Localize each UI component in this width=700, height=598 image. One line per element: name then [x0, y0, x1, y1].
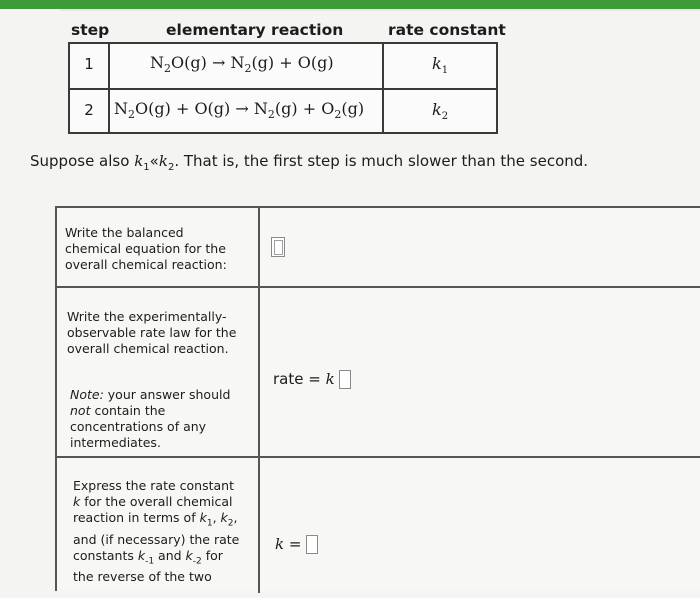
equation-answer-input[interactable]: [271, 237, 285, 261]
question-3-prompt: Express the rate constant k for the overall chemical reaction in terms of $k_1$, $k_2$, and (if necessary) the rate constants $k_{-1}$ and $k_{-2}$ for the reverse of the two: [73, 478, 240, 584]
assumption-text: Suppose also $k_1«k_2$. That is, the first step is much slower than the second.: [30, 152, 589, 173]
question-table: [55, 206, 700, 591]
question-2-note: Note: your answer should not contain the concentrations of any intermediates.: [70, 387, 231, 450]
reaction-row-2: [70, 90, 496, 134]
reaction-equation-2: $N_2O(g) + O(g) \to N_2(g) + O_2(g)$: [114, 99, 365, 122]
rate-constant-k1: $k_1$: [432, 54, 449, 77]
reaction-row-1: [70, 44, 496, 90]
reaction-table: [68, 42, 498, 134]
top-divider: [60, 9, 700, 11]
rate-constant-answer-input[interactable]: [306, 535, 318, 554]
header-rate-constant: rate constant: [388, 21, 506, 39]
header-step: step: [71, 21, 110, 39]
question-2-prompt: Write the experimentally- observable rate law for the overall chemical reaction.: [67, 309, 237, 356]
rate-constant-answer: k =: [275, 535, 318, 554]
top-accent-bar: [0, 0, 700, 9]
reaction-arrow: →: [211, 53, 226, 72]
rate-law-answer: rate = k: [273, 370, 351, 389]
question-1-prompt: Write the balanced chemical equation for the overall chemical reaction:: [65, 225, 227, 272]
step-number: 2: [84, 101, 94, 119]
header-elementary-reaction: elementary reaction: [166, 21, 344, 39]
reaction-equation-1: $N_2O(g) \to N_2(g) + O(g)$: [150, 53, 334, 76]
rate-law-answer-input[interactable]: [339, 370, 351, 389]
reaction-arrow: →: [235, 99, 249, 118]
rate-constant-k2: $k_2$: [432, 100, 449, 123]
step-number: 1: [84, 55, 94, 73]
